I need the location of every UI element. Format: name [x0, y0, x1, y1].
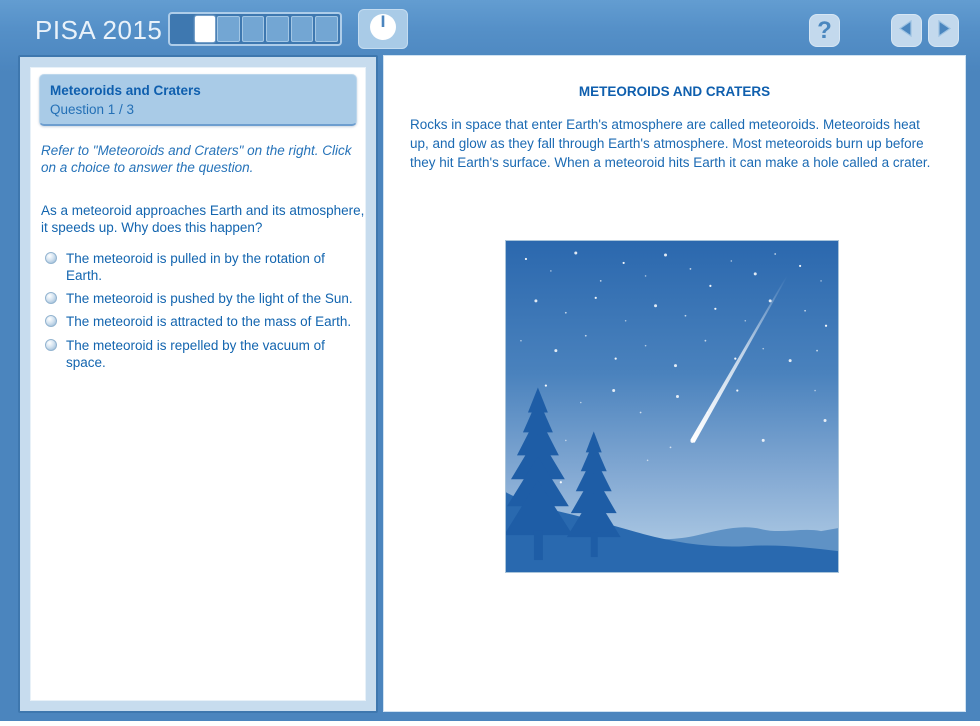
answer-options — [45, 250, 355, 372]
question-text: As a meteoroid approaches Earth and its atmosphere, it speeds up. Why does this happen? — [41, 202, 365, 235]
timer-clock-icon — [368, 12, 398, 47]
progress-segment-completed — [172, 16, 193, 42]
arrow-left-icon — [896, 18, 917, 44]
unit-title: Meteoroids and Craters — [50, 83, 201, 98]
question-panel-inner — [30, 67, 366, 701]
help-button[interactable] — [809, 14, 840, 47]
question-mark-icon: ? — [817, 16, 832, 44]
option-label: The meteoroid is attracted to the mass of Earth. — [66, 314, 352, 330]
meteor-head — [690, 439, 694, 443]
radio-button[interactable] — [45, 292, 57, 304]
radio-button[interactable] — [45, 339, 57, 351]
stimulus-body: Rocks in space that enter Earth's atmosphere are called meteoroids. Meteoroids heat up, and glow as they fall through Earth's atmosphere. Most meteoroids burn up before they hit Earth's surface. When a meteoroid hits Earth it can make a hole called a crater. — [410, 117, 931, 170]
stimulus-panel — [383, 55, 966, 712]
radio-button[interactable] — [45, 252, 57, 264]
app-title: PISA 2015 — [35, 15, 163, 45]
progress-segment-upcoming — [315, 16, 338, 42]
timer-button[interactable] — [358, 9, 408, 49]
arrow-right-icon — [933, 18, 954, 44]
forward-button[interactable] — [928, 14, 959, 47]
instructions-text: Refer to "Meteoroids and Craters" on the right. Click on a choice to answer the question. — [41, 143, 352, 175]
progress-segment-upcoming — [266, 16, 289, 42]
answer-option[interactable] — [45, 337, 355, 372]
stimulus-title: METEOROIDS AND CRATERS — [578, 84, 771, 99]
option-label: The meteoroid is pulled in by the rotation of Earth. — [66, 250, 325, 283]
question-number: Question 1 / 3 — [50, 102, 135, 117]
stimulus-illustration-night-sky-meteor — [505, 240, 839, 573]
unit-progress-bar — [168, 12, 342, 46]
question-header — [39, 74, 357, 126]
progress-segment-upcoming — [291, 16, 314, 42]
back-button[interactable] — [891, 14, 922, 47]
progress-segment-upcoming — [242, 16, 265, 42]
option-label: The meteoroid is repelled by the vacuum of space. — [66, 337, 325, 370]
option-label: The meteoroid is pushed by the light of the Sun. — [66, 291, 353, 307]
radio-button[interactable] — [45, 315, 57, 327]
answer-option[interactable] — [45, 290, 355, 307]
answer-option[interactable] — [45, 313, 355, 330]
progress-segment-upcoming — [217, 16, 240, 42]
progress-segment-current — [195, 16, 216, 42]
question-panel — [18, 55, 378, 713]
answer-option[interactable] — [45, 250, 355, 285]
